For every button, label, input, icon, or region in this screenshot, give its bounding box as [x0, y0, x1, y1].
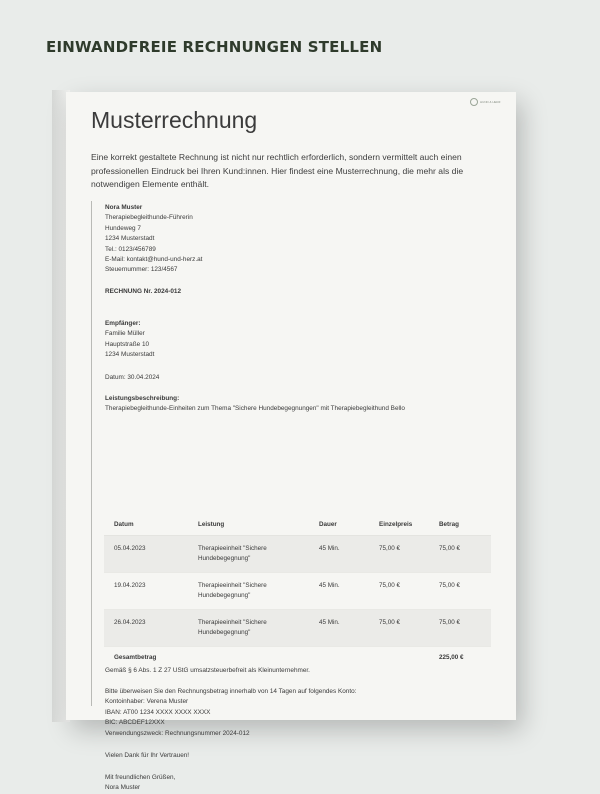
recipient-block [105, 319, 154, 361]
cell-duration: 45 Min. [309, 573, 369, 610]
recipient-city: 1234 Musterstadt [105, 351, 155, 359]
service-text: Therapiebegleithunde-Einheiten zum Thema "Sichere Hundebegegnungen" mit Therapiebegleithund Bello [105, 405, 405, 413]
tax-note: Gemäß § 6 Abs. 1 Z 27 UStG umsatzsteuerbefreit als Kleinunternehmer. [105, 667, 310, 674]
col-header: Einzelpreis [369, 514, 429, 536]
iban: IBAN: AT00 1234 XXXX XXXX XXXX [105, 708, 211, 716]
recipient-street: Hauptstraße 10 [105, 340, 150, 348]
col-header: Datum [104, 514, 188, 536]
items-table [104, 514, 491, 669]
total-label: Gesamtbetrag [104, 647, 429, 670]
table-row [104, 536, 491, 573]
payment-instruction: Bitte überweisen Sie den Rechnungsbetrag innerhalb von 14 Tagen auf folgendes Konto: [105, 688, 357, 695]
table-header-row [104, 514, 491, 536]
total-value: 225,00 € [429, 647, 491, 670]
sender-city: 1234 Musterstadt [105, 235, 155, 243]
payment-block [105, 687, 356, 739]
cell-date: 26.04.2023 [104, 610, 188, 647]
table-row [104, 610, 491, 647]
sender-name: Nora Muster [105, 204, 143, 211]
sender-phone: Tel.: 0123/456789 [105, 245, 156, 253]
cell-amount: 75,00 € [429, 573, 491, 610]
sender-role: Therapiebegleithunde-Führerin [105, 214, 193, 222]
invoice-date: Datum: 30.04.2024 [105, 374, 160, 381]
page-title: Musterrechnung [91, 107, 258, 133]
payment-purpose: Verwendungszweck: Rechnungsnummer 2024-012 [105, 729, 250, 737]
col-header: Betrag [429, 514, 491, 536]
cell-amount: 75,00 € [429, 610, 491, 647]
logo [470, 97, 506, 107]
sender-block [105, 203, 202, 276]
headline: EINWANDFREIE RECHNUNGEN STELLEN [46, 38, 383, 56]
cell-service: Therapieeinheit "Sichere Hundebegegnung" [188, 573, 309, 610]
cell-unit-price: 75,00 € [369, 610, 429, 647]
cell-date: 05.04.2023 [104, 536, 188, 573]
cell-unit-price: 75,00 € [369, 536, 429, 573]
closing-name: Nora Muster [105, 784, 141, 792]
recipient-name: Familie Müller [105, 330, 145, 338]
sender-email: E-Mail: kontakt@hund-und-herz.at [105, 256, 203, 264]
account-holder: Kontoinhaber: Verena Muster [105, 698, 189, 706]
thanks-text: Vielen Dank für Ihr Vertrauen! [105, 752, 190, 759]
service-label: Leistungsbeschreibung: [105, 395, 180, 402]
recipient-label: Empfänger: [105, 320, 141, 327]
closing-block [105, 773, 175, 794]
table-row [104, 573, 491, 610]
cell-date: 19.04.2023 [104, 573, 188, 610]
col-header: Leistung [188, 514, 309, 536]
invoice-sample [91, 201, 492, 792]
col-header: Dauer [309, 514, 369, 536]
cell-service: Therapieeinheit "Sichere Hundebegegnung" [188, 536, 309, 573]
cell-service: Therapieeinheit "Sichere Hundebegegnung" [188, 610, 309, 647]
document-page [66, 92, 516, 792]
cell-duration: 45 Min. [309, 610, 369, 647]
intro-text: Eine korrekt gestaltete Rechnung ist nicht nur rechtlich erforderlich, sondern vermittelt auch einen professionellen Eindruck bei Ihren Kund:innen. Hier findest eine Musterrechnung, die mehr als die notwendigen Elemente enthält. [91, 152, 464, 189]
logo-text: HUND & HERZ [480, 99, 501, 104]
cell-duration: 45 Min. [309, 536, 369, 573]
service-block [105, 394, 405, 415]
closing-greeting: Mit freundlichen Grüßen, [105, 774, 176, 781]
sender-street: Hundeweg 7 [105, 224, 141, 232]
sender-tax: Steuernummer: 123/4567 [105, 266, 178, 274]
logo-mark-icon [470, 98, 478, 106]
bic: BIC: ABCDEF12XXX [105, 719, 165, 727]
cell-amount: 75,00 € [429, 536, 491, 573]
invoice-number: RECHNUNG Nr. 2024-012 [105, 288, 182, 295]
cell-unit-price: 75,00 € [369, 573, 429, 610]
